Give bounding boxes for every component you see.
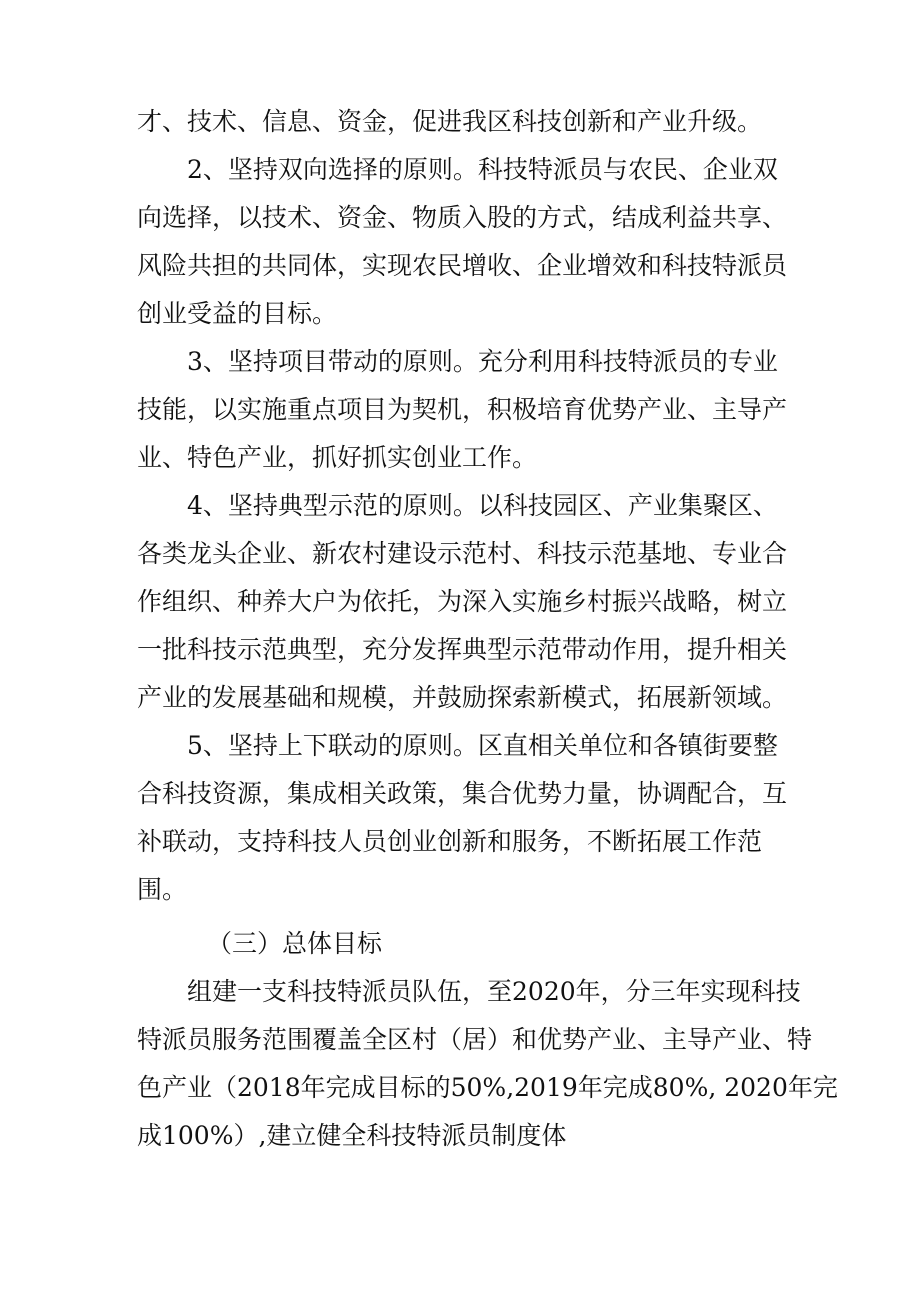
text-line: 业、特色产业，抓好抓实创业工作。 bbox=[137, 443, 538, 472]
text-line: 3、坚持项目带动的原则。充分利用科技特派员的专业 bbox=[187, 347, 778, 376]
text-line: 风险共担的共同体，实现农民增收、企业增效和科技特派员 bbox=[137, 251, 788, 280]
text-line: 成100%）,建立健全科技特派员制度体 bbox=[137, 1121, 567, 1150]
text-line: 作组织、种养大户为依托，为深入实施乡村振兴战略，树立 bbox=[137, 587, 788, 616]
section-heading: （三）总体目标 bbox=[207, 929, 383, 958]
text-line: 才、技术、信息、资金，促进我区科技创新和产业升级。 bbox=[137, 107, 763, 136]
text-line: 围。 bbox=[137, 875, 188, 904]
text-line: 补联动，支持科技人员创业创新和服务，不断拓展工作范 bbox=[137, 827, 763, 856]
text-line: 向选择，以技术、资金、物质入股的方式，结成利益共享、 bbox=[137, 203, 788, 232]
text-line: 2、坚持双向选择的原则。科技特派员与农民、企业双 bbox=[187, 155, 778, 184]
text-line: 合科技资源，集成相关政策，集合优势力量，协调配合，互 bbox=[137, 779, 788, 808]
text-line: 5、坚持上下联动的原则。区直相关单位和各镇街要整 bbox=[187, 731, 778, 760]
text-line: 组建一支科技特派员队伍，至2020年，分三年实现科技 bbox=[187, 977, 801, 1006]
text-line: 产业的发展基础和规模，并鼓励探索新模式，拓展新领域。 bbox=[137, 683, 788, 712]
text-line: 4、坚持典型示范的原则。以科技园区、产业集聚区、 bbox=[187, 491, 778, 520]
text-line: 各类龙头企业、新农村建设示范村、科技示范基地、专业合 bbox=[137, 539, 788, 568]
text-line: 色产业（2018年完成目标的50%,2019年完成80%, 2020年完 bbox=[137, 1073, 838, 1102]
text-line: 创业受益的目标。 bbox=[137, 299, 338, 328]
text-line: 一批科技示范典型，充分发挥典型示范带动作用，提升相关 bbox=[137, 635, 788, 664]
document-body bbox=[137, 98, 838, 1160]
text-line: 技能，以实施重点项目为契机，积极培育优势产业、主导产 bbox=[137, 395, 788, 424]
text-line: 特派员服务范围覆盖全区村（居）和优势产业、主导产业、特 bbox=[137, 1025, 813, 1054]
